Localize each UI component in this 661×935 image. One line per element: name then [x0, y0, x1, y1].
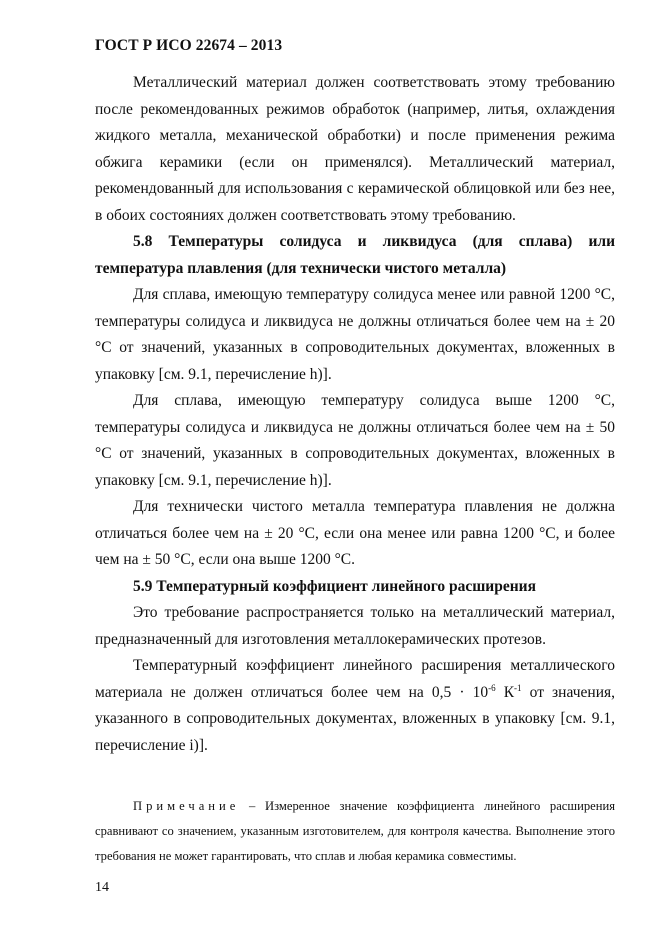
note-lead: Примечание [133, 799, 240, 813]
paragraph-pure-metal: Для технически чистого металла температура плавления не должна отличаться более чем на ± 20 °С, если она менее или равна 1200 °С, и более чем на ± 50 °С, если она выше 1200 °С. [95, 498, 615, 568]
page-number: 14 [95, 880, 109, 895]
note-text: – Измеренное значение коэффициента линейного расширения сравнивают со значением, указанным изготовителем, для контроля качества. Выполнение этого требования не может гарантировать, что сплав и любая керамика совместимы. [95, 799, 615, 863]
section-heading-5-9: 5.9 Температурный коэффициент линейного расширения [133, 577, 536, 595]
note [95, 794, 615, 869]
document-body [95, 70, 615, 759]
paragraph-tcle: Температурный коэффициент линейного расширения металлического материала не должен отличаться более чем на $0,5 \cdot 10^{-6}$ $К^{-1}$ от значения, указанного в сопроводительных документах, вложенных в упаковку [см. 9.1, перечисление i)]. [95, 657, 616, 754]
document-header: ГОСТ Р ИСО 22674 – 2013 [95, 37, 283, 54]
paragraph-metal-requirement: Металлический материал должен соответствовать этому требованию после рекомендованных режимов обработок (например, литья, охлаждения жидкого металла, механической обработки) и после применения режима обжига керамики (если он применялся). Металлический материал, рекомендованный для использования с керамической облицовкой или без нее, в обоих состояниях должен соответствовать этому требованию. [95, 74, 615, 224]
paragraph-alloy-above-1200: Для сплава, имеющую температуру солидуса выше 1200 °С, температуры солидуса и ликвидуса не должны отличаться более чем на ± 50 °С от значений, указанных в сопроводительных документах, вложенных в упаковку [см. 9.1, перечисление h)]. [95, 392, 615, 489]
paragraph-alloy-below-1200: Для сплава, имеющую температуру солидуса менее или равной 1200 °С, температуры солидуса и ликвидуса не должны отличаться более чем на ± 20 °С от значений, указанных в сопроводительных документах, вложенных в упаковку [см. 9.1, перечисление h)]. [95, 286, 615, 383]
paragraph-scope: Это требование распространяется только на металлический материал, предназначенный для изготовления металлокерамических протезов. [95, 604, 615, 648]
section-heading-5-8: 5.8 Температуры солидуса и ликвидуса (для сплава) или температура плавления (для технически чистого металла) [95, 233, 615, 277]
